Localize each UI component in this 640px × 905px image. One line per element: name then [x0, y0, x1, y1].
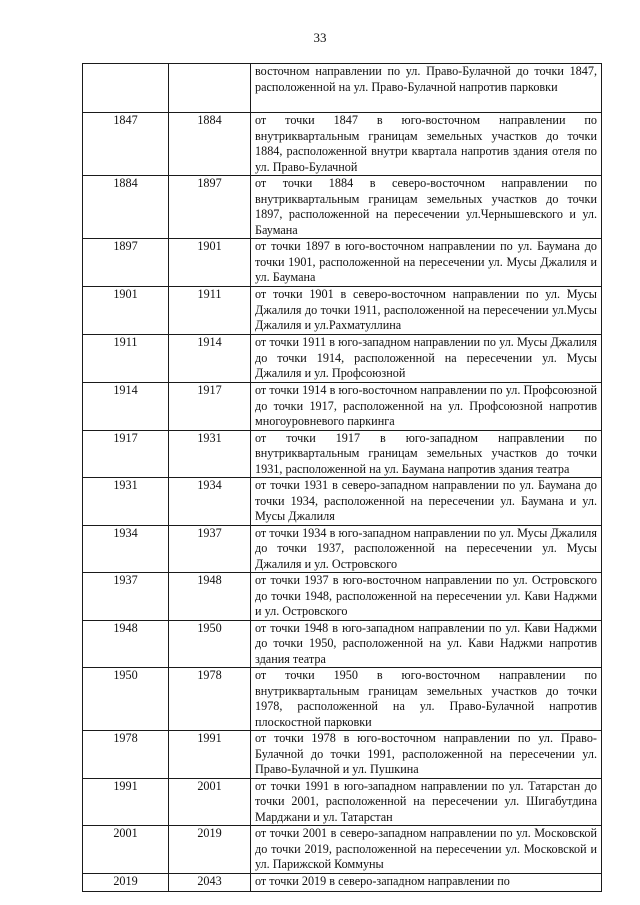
point-from-cell: 1991 — [83, 778, 169, 826]
table-row — [83, 826, 602, 874]
point-to-cell: 1897 — [169, 176, 251, 239]
point-to-cell: 2001 — [169, 778, 251, 826]
point-from-cell: 1978 — [83, 731, 169, 779]
table-row — [83, 731, 602, 779]
table-row — [83, 668, 602, 731]
table-body — [83, 64, 602, 892]
route-description-cell: от точки 1914 в юго-восточном направлении по ул. Профсоюзной до точки 1917, расположенной на ул. Профсоюзной напротив многоуровневого паркинга — [251, 383, 602, 431]
route-description-cell: от точки 1901 в северо-восточном направлении по ул. Мусы Джалиля до точки 1911, расположенной на пересечении ул.Мусы Джалиля и ул.Рахматуллина — [251, 287, 602, 335]
point-from-cell: 1847 — [83, 113, 169, 176]
route-description-cell: от точки 1937 в юго-восточном направлении по ул. Островского до точки 1948, расположенной на пересечении ул. Кави Наджми и ул. Островского — [251, 573, 602, 621]
route-description-cell: от точки 2001 в северо-западном направлении по ул. Московской до точки 2019, расположенной на пересечении ул. Московской и ул. Парижской Коммуны — [251, 826, 602, 874]
point-to-cell: 1931 — [169, 430, 251, 478]
point-from-cell: 1937 — [83, 573, 169, 621]
table-row — [83, 573, 602, 621]
point-from-cell — [83, 64, 169, 113]
point-from-cell: 1897 — [83, 239, 169, 287]
route-description-cell: от точки 1950 в юго-восточном направлении по внутриквартальным границам земельных участков до точки 1978, расположенной на ул. Право-Булачной напротив плоскостной парковки — [251, 668, 602, 731]
point-from-cell: 1934 — [83, 525, 169, 573]
point-to-cell: 1948 — [169, 573, 251, 621]
point-to-cell — [169, 64, 251, 113]
point-to-cell: 1911 — [169, 287, 251, 335]
table-row — [83, 383, 602, 431]
point-from-cell: 1948 — [83, 620, 169, 668]
boundary-points-table — [82, 63, 602, 892]
route-description-cell: от точки 1978 в юго-восточном направлении по ул. Право-Булачной до точки 1991, расположенной на пересечении ул. Право-Булачной и ул. Пушкина — [251, 731, 602, 779]
point-to-cell: 1884 — [169, 113, 251, 176]
table-row — [83, 620, 602, 668]
route-description-cell: от точки 1847 в юго-восточном направлении по внутриквартальным границам земельных участков до точки 1884, расположенной внутри квартала напротив здания отеля по ул. Право-Булачной — [251, 113, 602, 176]
table-row — [83, 430, 602, 478]
route-description-cell: от точки 1948 в юго-западном направлении по ул. Кави Наджми до точки 1950, расположенной на ул. Кави Наджми напротив здания театра — [251, 620, 602, 668]
point-from-cell: 1911 — [83, 335, 169, 383]
table-row — [83, 335, 602, 383]
table-row — [83, 525, 602, 573]
point-from-cell: 1914 — [83, 383, 169, 431]
point-from-cell: 1931 — [83, 478, 169, 526]
point-to-cell: 1950 — [169, 620, 251, 668]
table-row — [83, 239, 602, 287]
route-description-cell: от точки 1897 в юго-восточном направлении по ул. Баумана до точки 1901, расположенной на пересечении ул. Мусы Джалиля и ул. Баумана — [251, 239, 602, 287]
route-description-cell: от точки 1991 в юго-западном направлении по ул. Татарстан до точки 2001, расположенной на пересечении ул. Шигабутдина Марджани и ул. Татарстан — [251, 778, 602, 826]
point-from-cell: 1917 — [83, 430, 169, 478]
point-to-cell: 1914 — [169, 335, 251, 383]
route-description-cell: от точки 1911 в юго-западном направлении по ул. Мусы Джалиля до точки 1914, расположенной на пересечении ул. Мусы Джалиля и ул. Профсоюзной — [251, 335, 602, 383]
route-description-cell: восточном направлении по ул. Право-Булачной до точки 1847, расположенной на ул. Право-Булачной напротив парковки — [251, 64, 602, 113]
point-to-cell: 1978 — [169, 668, 251, 731]
table-row — [83, 64, 602, 113]
table-row — [83, 287, 602, 335]
route-description-cell: от точки 2019 в северо-западном направлении по — [251, 873, 602, 891]
point-to-cell: 1991 — [169, 731, 251, 779]
point-to-cell: 1937 — [169, 525, 251, 573]
point-from-cell: 2019 — [83, 873, 169, 891]
page-number: 33 — [313, 30, 327, 45]
route-description-cell: от точки 1917 в юго-западном направлении по внутриквартальным границам земельных участков до точки 1931, расположенной на ул. Баумана напротив здания театра — [251, 430, 602, 478]
point-from-cell: 1950 — [83, 668, 169, 731]
table-row — [83, 176, 602, 239]
table-row — [83, 873, 602, 891]
point-to-cell: 2043 — [169, 873, 251, 891]
point-to-cell: 2019 — [169, 826, 251, 874]
point-from-cell: 2001 — [83, 826, 169, 874]
point-from-cell: 1901 — [83, 287, 169, 335]
point-from-cell: 1884 — [83, 176, 169, 239]
route-description-cell: от точки 1931 в северо-западном направлении по ул. Баумана до точки 1934, расположенной на пересечении ул. Баумана и ул. Мусы Джалиля — [251, 478, 602, 526]
point-to-cell: 1917 — [169, 383, 251, 431]
point-to-cell: 1934 — [169, 478, 251, 526]
table-row — [83, 778, 602, 826]
table-row — [83, 113, 602, 176]
point-to-cell: 1901 — [169, 239, 251, 287]
table-row — [83, 478, 602, 526]
route-description-cell: от точки 1934 в юго-западном направлении по ул. Мусы Джалиля до точки 1937, расположенной на пересечении ул. Мусы Джалиля и ул. Островского — [251, 525, 602, 573]
route-description-cell: от точки 1884 в северо-восточном направлении по внутриквартальным границам земельных участков до точки 1897, расположенной на пересечении ул.Чернышевского и ул. Баумана — [251, 176, 602, 239]
